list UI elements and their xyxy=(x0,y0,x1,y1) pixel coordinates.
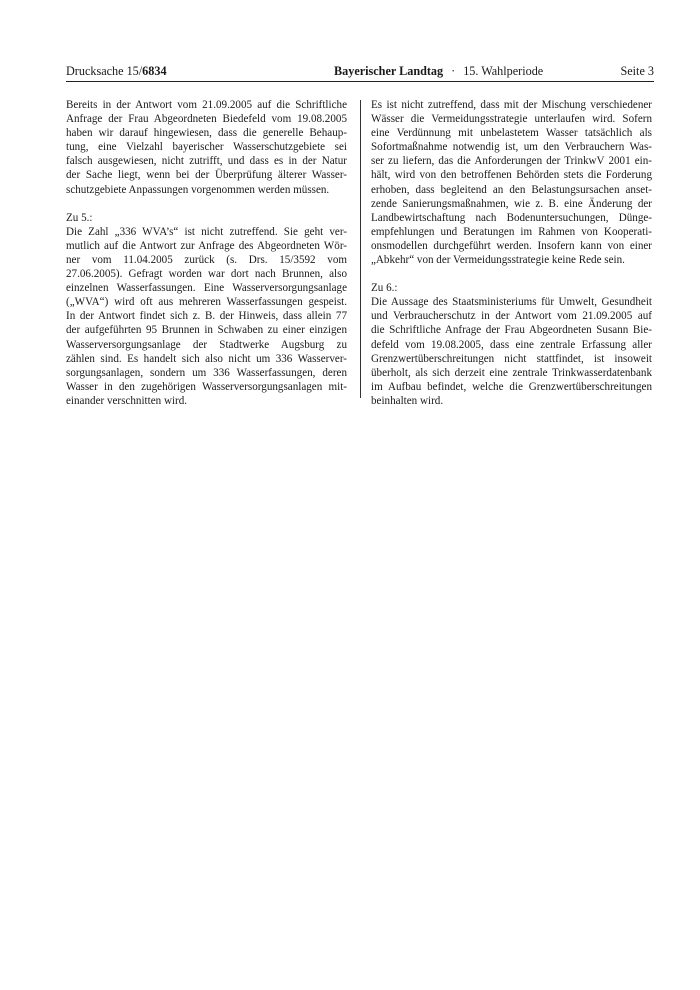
text-line: überholt, als sich derzeit eine zentrale Trinkwasserdatenbank xyxy=(371,366,652,379)
text-line: In der Antwort findet sich z. B. der Hinweis, dass allein 77 xyxy=(66,310,347,323)
paragraph-answer-6 xyxy=(371,295,652,408)
text-line: empfehlungen und Beratungen im Rahmen von Kooperati- xyxy=(371,225,652,238)
document-number xyxy=(66,63,167,79)
section-heading-6: Zu 6.: xyxy=(371,282,398,295)
text-line: zählen sind. Es handelt sich also nicht um 336 Wasserver- xyxy=(66,352,347,365)
text-line: der aufgeführten 95 Brunnen in Schwaben zu einer einzigen xyxy=(66,324,347,337)
text-line: haben wir darauf hingewiesen, dass die generelle Behaup- xyxy=(66,127,347,140)
right-column xyxy=(371,98,652,408)
text-line: ser zu liefern, das die Anforderungen der TrinkwV 2001 ein- xyxy=(371,155,652,168)
section-heading-5: Zu 5.: xyxy=(66,211,93,224)
text-line: der Sache liegt, wenn bei der Überprüfung älterer Wasser- xyxy=(66,169,347,182)
text-line: hält, wird von den betroffenen Behörden stets die Forderung xyxy=(371,169,652,182)
header-center xyxy=(334,63,543,79)
text-line: tung, eine Vielzahl bayerischer Wasserschutzgebiete sei xyxy=(66,141,347,154)
text-line: mutlich auf die Antwort zur Anfrage des Abgeordneten Wör- xyxy=(66,239,347,252)
text-line: defeld vom 19.08.2005, dass eine zentrale Erfassung aller xyxy=(371,338,652,351)
text-line: Wasser in den zugehörigen Wasserversorgungsanlagen mit- xyxy=(66,380,347,393)
text-line: schutzgebiete Anpassungen vorgenommen werden müssen. xyxy=(66,183,330,196)
text-line: („WVA“) wird oft aus mehreren Wasserfassungen gespeist. xyxy=(66,296,347,309)
text-line: im Aufbau befindet, welche die Grenzwertüberschreitungen xyxy=(371,380,652,393)
text-line: Die Zahl „336 WVA’s“ ist nicht zutreffend. Sie geht ver- xyxy=(66,225,347,238)
paragraph-answer-5 xyxy=(66,225,347,408)
text-line: die Schriftliche Anfrage der Frau Abgeordneten Susann Bie- xyxy=(371,324,652,337)
text-line: Wässer die Vermeidungsstrategie unterlaufen wird. Sofern xyxy=(371,113,652,126)
header-separator: · xyxy=(451,64,456,78)
column-divider xyxy=(360,100,361,398)
legislative-period: 15. Wahlperiode xyxy=(463,64,544,78)
text-line: sorgungsanlagen, sondern um 336 Wasserfassungen, deren xyxy=(66,366,347,379)
text-line: Grenzwertüberschreitungen nicht stattfindet, ist insoweit xyxy=(371,352,652,365)
text-line: Bereits in der Antwort vom 21.09.2005 auf die Schriftliche xyxy=(66,99,347,111)
text-line: onsmodellen durchgeführt werden. Insofern kann von einer xyxy=(371,239,652,252)
text-line: und Verbraucherschutz in der Antwort vom 21.09.2005 auf xyxy=(371,310,652,323)
text-line: 27.06.2005). Gefragt worden war dort nach Brunnen, also xyxy=(66,268,347,281)
text-line: Es ist nicht zutreffend, dass mit der Mischung verschiedener xyxy=(371,99,652,111)
text-line: einander verschnitten wird. xyxy=(66,394,188,407)
document-number-prefix: Drucksache 15/ xyxy=(66,64,143,78)
text-line: Die Aussage des Staatsministeriums für Umwelt, Gesundheit xyxy=(371,296,652,309)
text-line: erhoben, dass begleitend an den Belastungsursachen anset- xyxy=(371,183,652,196)
text-line: Landbewirtschaftung nach Bodenuntersuchungen, Dünge- xyxy=(371,211,652,224)
left-column xyxy=(66,98,347,408)
text-line: Anfrage der Frau Abgeordneten Biedefeld vom 19.08.2005 xyxy=(66,113,347,126)
text-line: Wasserversorgungsanlage der Stadtwerke Augsburg zu xyxy=(66,338,347,351)
text-line: zende Sanierungsmaßnahmen, wie z. B. eine Änderung der xyxy=(371,197,652,210)
text-line: beinhalten wird. xyxy=(371,394,444,407)
text-line: falsch ausgewiesen, nicht zutrifft, und dass es in der Natur xyxy=(66,155,347,168)
text-line: eine Verdünnung mit unbelastetem Wasser tatsächlich als xyxy=(371,127,652,140)
page-header xyxy=(66,63,654,82)
text-line: ner vom 11.04.2005 zurück (s. Drs. 15/3592 vom xyxy=(66,253,347,266)
parliament-name: Bayerischer Landtag xyxy=(334,64,444,78)
text-line: „Abkehr“ von der Vermeidungsstrategie keine Rede sein. xyxy=(371,254,625,267)
paragraph-intro xyxy=(66,98,347,197)
text-line: einzelnen Wasserfassungen. Eine Wasserversorgungsanlage xyxy=(66,282,347,295)
paragraph-mixing xyxy=(371,98,652,267)
page-number: Seite 3 xyxy=(620,64,654,78)
text-line: Sofortmaßnahme notwendig ist, um den Verbrauchern Was- xyxy=(371,141,652,154)
document-number-value: 6834 xyxy=(142,64,167,78)
